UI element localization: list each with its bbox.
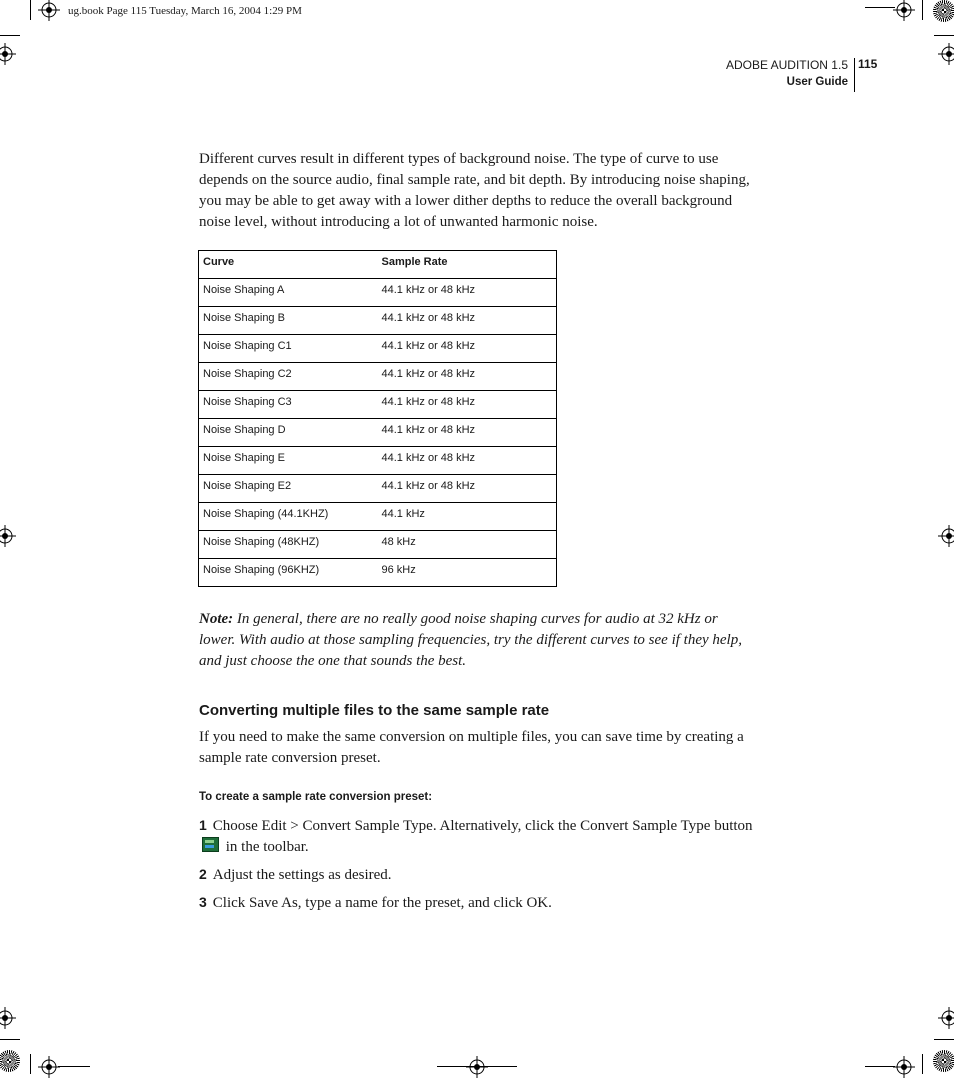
registration-mark-icon [0,525,16,547]
note-paragraph [199,609,755,672]
running-header [726,57,848,91]
color-bar-icon [0,1050,20,1072]
table-row [199,391,557,419]
step-number: 3 [199,894,207,910]
table-row [199,559,557,587]
note-label: Note: [199,611,234,627]
table-row [199,447,557,475]
step-number: 1 [199,817,207,833]
registration-mark-icon [0,43,16,65]
registration-mark-icon [938,43,954,65]
table-cell: 44.1 kHz or 48 kHz [378,391,557,419]
table-row [199,363,557,391]
table-cell: Noise Shaping E [199,447,378,475]
table-cell: Noise Shaping C3 [199,391,378,419]
page-number: 115 [858,57,878,71]
table-row [199,335,557,363]
header-subtitle: User Guide [786,76,848,88]
color-bar-icon [933,0,954,22]
section-heading-block [199,702,755,719]
registration-mark-icon [893,1056,915,1078]
table-cell: 96 kHz [378,559,557,587]
note-text: In general, there are no really good noise shaping curves for audio at 32 kHz or lower. With audio at those sampling frequencies, try the different curves to see if they help, and just choose the one that sounds the best. [199,611,742,669]
section-heading: Converting multiple files to the same sample rate [199,702,550,719]
table-cell: Noise Shaping E2 [199,475,378,503]
note-block [199,609,755,672]
table-cell: Noise Shaping C1 [199,335,378,363]
registration-mark-icon [38,1056,60,1078]
table-cell: 44.1 kHz or 48 kHz [378,363,557,391]
table-cell: 44.1 kHz or 48 kHz [378,419,557,447]
table-cell: Noise Shaping A [199,279,378,307]
table-cell: Noise Shaping (44.1KHZ) [199,503,378,531]
registration-mark-icon [893,0,915,21]
step-2 [199,864,755,886]
header-title: ADOBE AUDITION 1.5 [725,58,848,72]
table-cell: Noise Shaping (96KHZ) [199,559,378,587]
registration-mark-icon [38,0,60,21]
table-row [199,419,557,447]
table-cell: 44.1 kHz or 48 kHz [378,475,557,503]
table-row [199,307,557,335]
step-text: Choose Edit > Convert Sample Type. Alternatively, click the Convert Sample Type button [212,818,753,834]
table-cell: 44.1 kHz or 48 kHz [378,307,557,335]
step-text: Click Save As, type a name for the preset, and click OK. [212,895,552,911]
table-header-cell: Curve [199,251,378,279]
convert-sample-type-icon [202,837,219,852]
step-number: 2 [199,866,207,882]
table-cell: 44.1 kHz or 48 kHz [378,279,557,307]
table-row [199,531,557,559]
registration-mark-icon [0,1007,16,1029]
registration-mark-icon [938,1007,954,1029]
table-cell: Noise Shaping (48KHZ) [199,531,378,559]
table-row [199,279,557,307]
table-cell: 44.1 kHz or 48 kHz [378,447,557,475]
intro-block [199,149,755,233]
table-row [199,475,557,503]
table-header-row [199,251,557,279]
intro-paragraph: Different curves result in different types of background noise. The type of curve to use depends on the source audio, final sample rate, and bit depth. By introducing noise shaping, you may be able to get away with a lower dither depths to reduce the overall background noise level, without introducing a lot of unwanted harmonic noise. [199,151,750,230]
registration-mark-icon [938,525,954,547]
step-text: in the toolbar. [225,839,309,855]
registration-mark-icon [466,1056,488,1078]
procedure-title-block [199,791,755,803]
table-cell: Noise Shaping B [199,307,378,335]
table-cell: Noise Shaping C2 [199,363,378,391]
header-divider [854,58,855,92]
step-3 [199,892,755,914]
table-cell: 48 kHz [378,531,557,559]
table-cell: 44.1 kHz or 48 kHz [378,335,557,363]
table-cell: 44.1 kHz [378,503,557,531]
section-paragraph: If you need to make the same conversion on multiple files, you can save time by creating a sample rate conversion preset. [199,729,744,766]
print-slug: ug.book Page 115 Tuesday, March 16, 2004 1:29 PM [68,5,302,17]
color-bar-icon [933,1050,954,1072]
step-text: Adjust the settings as desired. [212,867,392,883]
table-header-cell: Sample Rate [378,251,557,279]
step-1 [199,815,755,858]
section-body [199,727,755,769]
table-row [199,503,557,531]
table-cell: Noise Shaping D [199,419,378,447]
noise-shaping-table [198,250,557,587]
procedure-title: To create a sample rate conversion preset: [199,791,433,803]
